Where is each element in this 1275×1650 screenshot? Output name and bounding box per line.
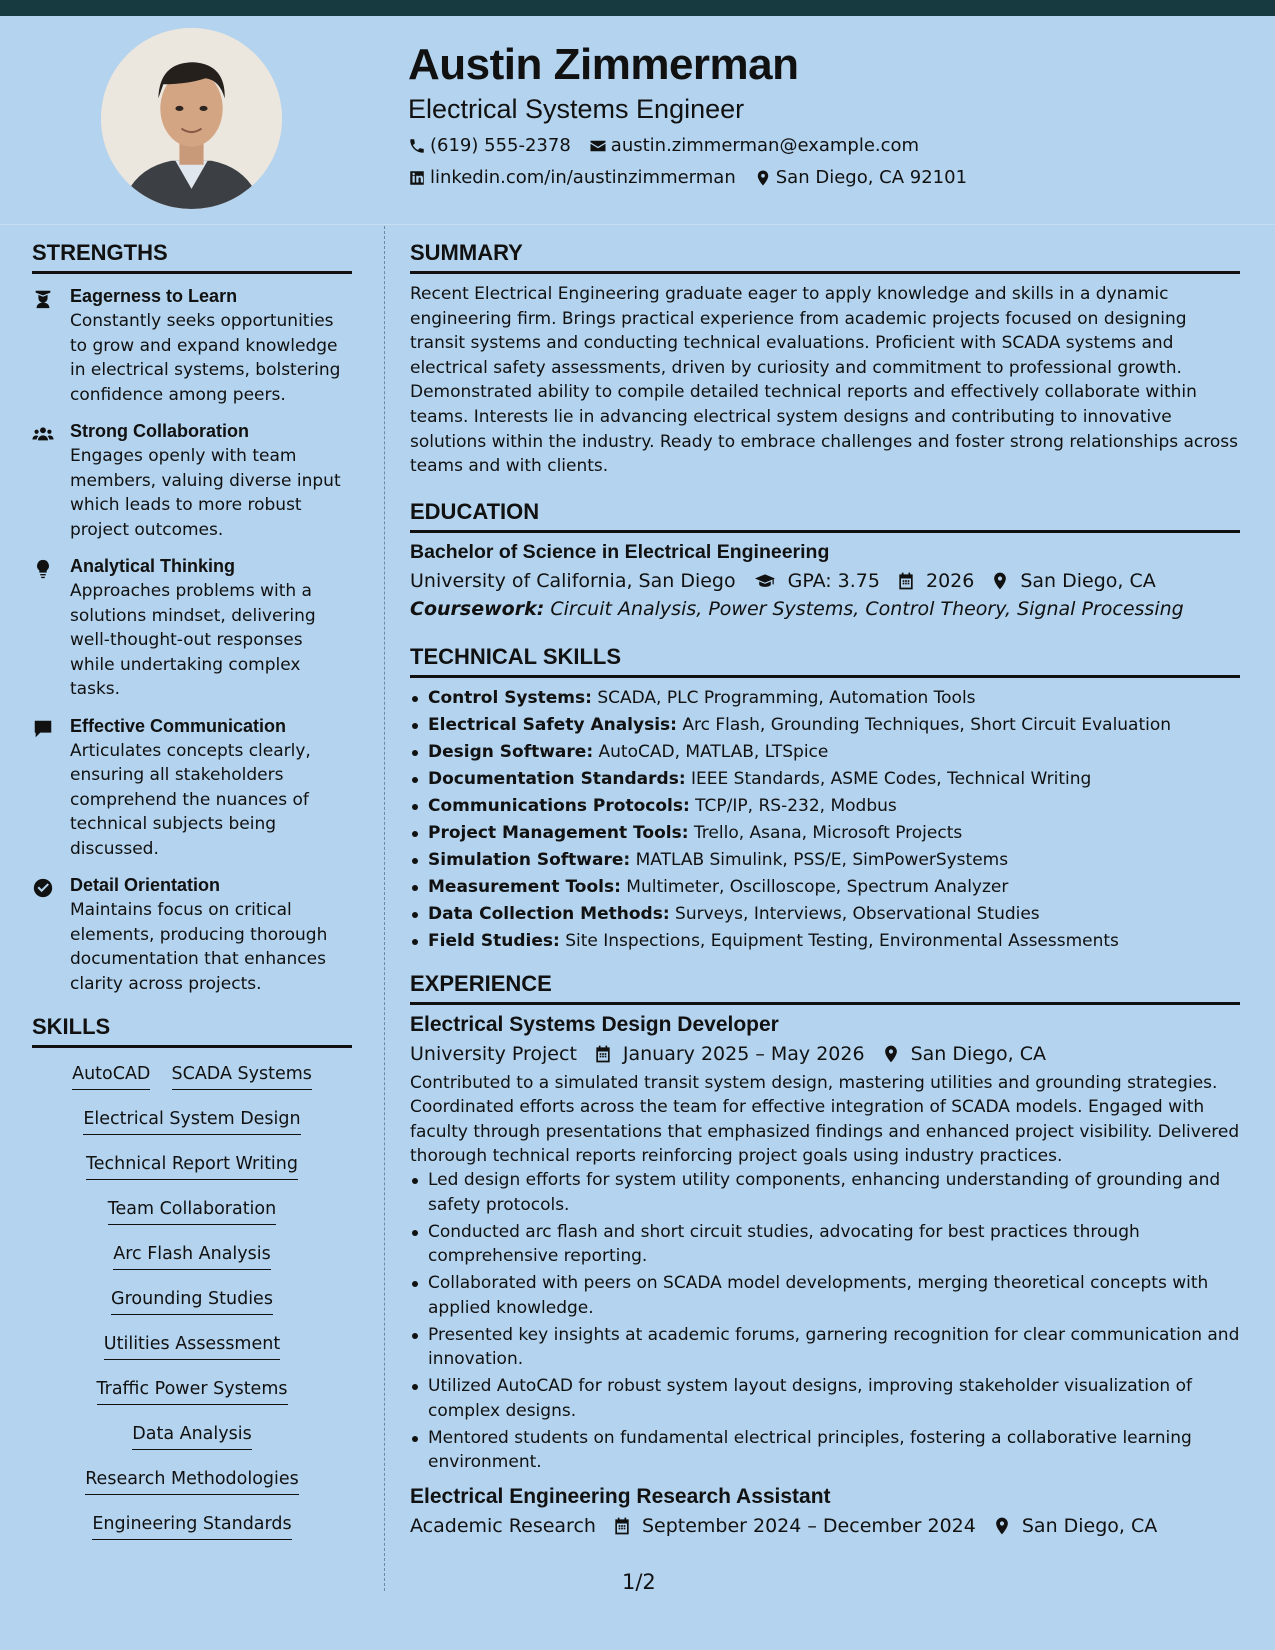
tech-skill-label: Field Studies: (428, 930, 560, 951)
summary-heading: SUMMARY (410, 240, 1240, 274)
strength-item (32, 556, 352, 702)
email-contact[interactable] (589, 135, 919, 156)
list-item (410, 929, 1240, 954)
coursework (410, 598, 1240, 620)
column-divider (384, 226, 385, 1591)
strength-item (32, 421, 352, 542)
list-item: Presented key insights at academic forums, garnering recognition for clear communication and innovation. (410, 1323, 1240, 1372)
tech-skill-value: TCP/IP, RS-232, Modbus (695, 795, 897, 816)
skill-tag: Electrical System Design (83, 1109, 300, 1135)
school-name: University of California, San Diego (410, 569, 736, 592)
job-org: Academic Research (410, 1514, 596, 1537)
list-item (410, 767, 1240, 792)
strength-title: Strong Collaboration (70, 421, 249, 441)
list-item (410, 794, 1240, 819)
degree-title: Bachelor of Science in Electrical Engineering (410, 540, 830, 563)
job-description: Contributed to a simulated transit system design, mastering utilities and grounding strategies. Coordinated efforts across the team for effective integration of SCADA models. Engaged with faculty through presentations that emphasized findings and enhanced project visibility. Delivered thorough technical reports reinforcing project goals using industry practices. (410, 1073, 1240, 1166)
job-location: San Diego, CA (1021, 1514, 1158, 1537)
edu-location-text: San Diego, CA (1020, 569, 1156, 592)
top-bar (0, 0, 1275, 16)
contact-row-2 (408, 167, 985, 188)
job-title: Electrical Engineering Research Assistant (410, 1484, 831, 1508)
phone-icon (408, 137, 426, 155)
envelope-icon (589, 137, 607, 155)
tech-skill-label: Electrical Safety Analysis: (428, 714, 677, 735)
year-text: 2026 (925, 569, 975, 592)
skill-tag: Technical Report Writing (86, 1154, 298, 1180)
strength-desc: Constantly seeks opportunities to grow and expand knowledge in electrical systems, bolstering confidence among peers. (70, 311, 341, 405)
job-dates: January 2025 – May 2026 (622, 1043, 865, 1066)
profile-photo (101, 28, 282, 209)
tech-skill-label: Project Management Tools: (428, 822, 689, 843)
list-item: Conducted arc flash and short circuit studies, advocating for best practices through comprehensive reporting. (410, 1220, 1240, 1269)
candidate-name: Austin Zimmerman (408, 40, 799, 89)
map-pin-icon (990, 571, 1010, 591)
tech-skill-value: AutoCAD, MATLAB, LTSpice (598, 741, 829, 762)
tech-skill-value: IEEE Standards, ASME Codes, Technical Writing (691, 768, 1092, 789)
tech-skill-label: Communications Protocols: (428, 795, 690, 816)
coursework-label: Coursework: (410, 597, 545, 620)
strength-desc: Maintains focus on critical elements, producing thorough documentation that enhances clarity across projects. (70, 900, 328, 994)
experience-heading: EXPERIENCE (410, 971, 1240, 1005)
skills-list (32, 1056, 352, 1551)
list-item (410, 902, 1240, 927)
tech-skill-label: Design Software: (428, 741, 594, 762)
job-location-item (881, 1043, 1046, 1065)
list-item: Led design efforts for system utility components, enhancing understanding of grounding and safety protocols. (410, 1168, 1240, 1217)
strength-title: Detail Orientation (70, 875, 221, 895)
right-column (410, 240, 1240, 1543)
linkedin-icon (408, 169, 426, 187)
strength-item (32, 716, 352, 862)
job-location-item (992, 1515, 1157, 1537)
tech-skill-value: MATLAB Simulink, PSS/E, SimPowerSystems (635, 849, 1009, 870)
education-heading: EDUCATION (410, 499, 1240, 533)
job-location: San Diego, CA (910, 1043, 1046, 1066)
job-dates-item (593, 1043, 865, 1065)
job-org: University Project (410, 1043, 577, 1066)
job-title: Electrical Systems Design Developer (410, 1013, 779, 1037)
list-item: Collaborated with peers on SCADA model developments, merging theoretical concepts with applied knowledge. (410, 1271, 1240, 1320)
skill-tag: AutoCAD (72, 1064, 150, 1090)
job-dates-item (612, 1515, 976, 1537)
strength-desc: Articulates concepts clearly, ensuring all stakeholders comprehend the nuances of technical subjects being discussed. (70, 740, 311, 859)
job-meta (410, 1043, 1240, 1065)
technical-skills-heading: TECHNICAL SKILLS (410, 644, 1240, 678)
gpa-item (752, 570, 880, 592)
linkedin-contact[interactable] (408, 167, 736, 188)
strengths-heading: STRENGTHS (32, 240, 352, 274)
technical-skills-list (410, 686, 1240, 954)
phone-text: (619) 555-2378 (430, 135, 571, 156)
list-item (410, 821, 1240, 846)
tech-skill-label: Documentation Standards: (428, 768, 686, 789)
list-item (410, 686, 1240, 711)
calendar-icon (612, 1516, 632, 1536)
list-item (410, 875, 1240, 900)
tech-skill-value: SCADA, PLC Programming, Automation Tools (597, 687, 976, 708)
graduate-icon (32, 288, 54, 310)
skill-tag: Research Methodologies (85, 1469, 299, 1495)
strength-item (32, 286, 352, 407)
skill-tag: Traffic Power Systems (97, 1379, 288, 1405)
tech-skill-label: Data Collection Methods: (428, 903, 670, 924)
list-item (410, 848, 1240, 873)
year-item (896, 570, 974, 592)
strength-title: Effective Communication (70, 715, 287, 736)
email-text[interactable]: austin.zimmerman@example.com (610, 135, 920, 156)
strength-item (32, 875, 352, 996)
skills-heading: SKILLS (32, 1014, 352, 1048)
map-pin-icon (992, 1516, 1012, 1536)
job-meta (410, 1515, 1240, 1537)
strength-title: Eagerness to Learn (70, 286, 238, 306)
tech-skill-label: Simulation Software: (428, 849, 631, 870)
map-pin-icon (754, 169, 772, 187)
summary-text: Recent Electrical Engineering graduate eager to apply knowledge and skills in a dynamic engineering firm. Brings practical experience from academic projects focused on designing transit systems and conducting technical evaluations. Proficient with SCADA systems and electrical safety assessments, driven by curiosity and commitment to professional growth. Demonstrated ability to compile detailed technical reports and effectively collaborate within teams. Interests lie in advancing electrical system designs and contributing to innovative solutions within the industry. Ready to embrace challenges and foster strong relationships across teams and with clients. (410, 284, 1239, 477)
skill-tag: SCADA Systems (172, 1064, 312, 1090)
linkedin-text[interactable]: linkedin.com/in/austinzimmerman (430, 167, 736, 188)
check-circle-icon (32, 877, 54, 899)
skill-tag: Grounding Studies (111, 1289, 273, 1315)
users-icon (32, 423, 54, 445)
location-text: San Diego, CA 92101 (775, 167, 968, 188)
skill-tag: Team Collaboration (108, 1199, 276, 1225)
education-meta (410, 570, 1240, 592)
list-item: Utilized AutoCAD for robust system layout designs, improving stakeholder visualization of complex designs. (410, 1374, 1240, 1423)
gpa-text: GPA: 3.75 (787, 569, 880, 592)
list-item (410, 713, 1240, 738)
calendar-icon (896, 571, 916, 591)
page-number: 1/2 (622, 1570, 656, 1594)
strength-title: Analytical Thinking (70, 556, 236, 576)
left-column (32, 240, 352, 1551)
list-item: Mentored students on fundamental electrical principles, fostering a collaborative learning environment. (410, 1426, 1240, 1475)
skill-tag: Utilities Assessment (104, 1334, 280, 1360)
candidate-title: Electrical Systems Engineer (408, 94, 745, 124)
graduation-cap-icon (752, 571, 778, 591)
tech-skill-label: Measurement Tools: (428, 876, 621, 897)
list-item (410, 740, 1240, 765)
skill-tag: Data Analysis (132, 1424, 251, 1450)
lightbulb-icon (32, 558, 54, 580)
edu-location-item (990, 570, 1155, 592)
calendar-icon (593, 1044, 613, 1064)
skill-tag: Arc Flash Analysis (113, 1244, 271, 1270)
location-contact (754, 167, 967, 188)
comment-icon (32, 718, 54, 740)
map-pin-icon (881, 1044, 901, 1064)
tech-skill-value: Surveys, Interviews, Observational Studies (675, 903, 1040, 924)
tech-skill-value: Arc Flash, Grounding Techniques, Short Circuit Evaluation (682, 714, 1172, 735)
job-dates: September 2024 – December 2024 (641, 1514, 976, 1537)
skill-tag: Engineering Standards (92, 1514, 291, 1540)
strength-desc: Approaches problems with a solutions mindset, delivering well-thought-out responses while undertaking complex tasks. (70, 581, 316, 699)
contact-row-1 (408, 135, 937, 156)
header-divider (0, 224, 1275, 225)
tech-skill-value: Trello, Asana, Microsoft Projects (693, 822, 963, 843)
tech-skill-value: Multimeter, Oscilloscope, Spectrum Analyzer (626, 876, 1009, 897)
job-bullets (410, 1168, 1240, 1475)
tech-skill-label: Control Systems: (428, 687, 592, 708)
phone-contact (408, 135, 571, 156)
strength-desc: Engages openly with team members, valuing diverse input which leads to more robust project outcomes. (70, 446, 341, 540)
tech-skill-value: Site Inspections, Equipment Testing, Environmental Assessments (565, 930, 1119, 951)
coursework-text: Circuit Analysis, Power Systems, Control Theory, Signal Processing (550, 597, 1184, 620)
